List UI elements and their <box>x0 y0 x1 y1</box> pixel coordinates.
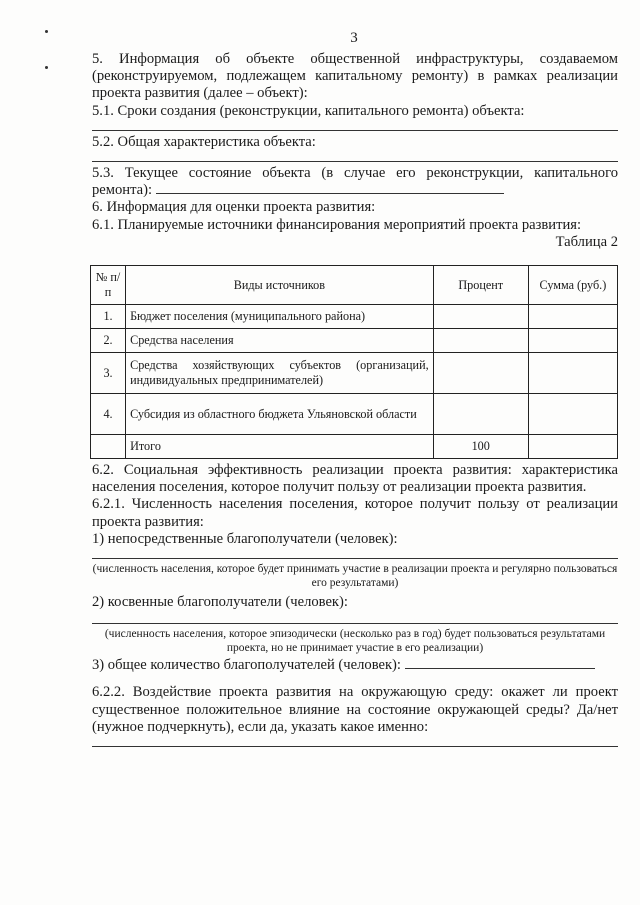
table-row <box>91 353 618 394</box>
row-num: 4. <box>91 394 126 435</box>
row-num: 3. <box>91 353 126 394</box>
scan-mark <box>45 30 48 33</box>
col-header-source: Виды источников <box>126 266 434 305</box>
row-sum-cell[interactable] <box>528 353 617 394</box>
row-num: 1. <box>91 305 126 329</box>
scan-mark <box>45 66 48 69</box>
row-source: Субсидия из областного бюджета Ульяновской области <box>126 394 434 435</box>
fill-line[interactable] <box>92 548 618 559</box>
table-row <box>91 305 618 329</box>
page-number: 3 <box>350 30 358 46</box>
item-2: 2) косвенные благополучатели (человек): <box>92 594 348 611</box>
row-num: 2. <box>91 329 126 353</box>
fill-line[interactable] <box>405 667 595 669</box>
row-sum-cell[interactable] <box>528 329 617 353</box>
section-6-2: 6.2. Социальная эффективность реализации проекта развития: характеристика населения поселения, которое получит пользу от реализации проекта развития. <box>92 462 618 496</box>
fill-line[interactable] <box>156 192 504 194</box>
row-source: Бюджет поселения (муниципального района) <box>126 305 434 329</box>
section-5-3-text: 5.3. Текущее состояние объекта (в случае его реконструкции, капитального ремонта): <box>92 165 618 199</box>
fill-line[interactable] <box>92 151 618 162</box>
item-1-caption: (численность населения, которое будет принимать участие в реализации проекта и регулярно пользоваться его результатами) <box>92 563 618 590</box>
fill-line[interactable] <box>92 611 618 624</box>
table-row <box>91 394 618 435</box>
row-sum-cell[interactable] <box>528 435 617 459</box>
fill-line[interactable] <box>92 120 618 131</box>
col-header-sum: Сумма (руб.) <box>528 266 617 305</box>
section-6-1: 6.1. Планируемые источники финансирования мероприятий проекта развития: <box>92 216 582 233</box>
funding-sources-table <box>90 265 618 459</box>
col-header-num: № п/п <box>91 266 126 305</box>
section-6-2-1: 6.2.1. Численность населения поселения, которое получит пользу от реализации проекта развития: <box>92 496 618 530</box>
row-source: Средства хозяйствующих субъектов (организаций, индивидуальных предпринимателей) <box>126 353 434 394</box>
row-percent-cell: 100 <box>433 435 528 459</box>
table-total-row <box>91 435 618 459</box>
row-source: Средства населения <box>126 329 434 353</box>
row-sum-cell[interactable] <box>528 305 617 329</box>
table-header-row <box>91 266 618 305</box>
fill-line[interactable] <box>92 736 618 747</box>
section-6-heading: 6. Информация для оценки проекта развития: <box>92 199 376 216</box>
table-label: Таблица 2 <box>555 233 618 250</box>
row-num <box>91 435 126 459</box>
item-3 <box>92 657 618 674</box>
row-sum-cell[interactable] <box>528 394 617 435</box>
item-1: 1) непосредственные благополучатели (человек): <box>92 530 398 547</box>
section-5-1: 5.1. Сроки создания (реконструкции, капитального ремонта) объекта: <box>92 102 525 119</box>
table-row <box>91 329 618 353</box>
row-percent-cell[interactable] <box>433 394 528 435</box>
section-5-3 <box>92 165 618 199</box>
row-percent-cell[interactable] <box>433 329 528 353</box>
section-6-2-2: 6.2.2. Воздействие проекта развития на окружающую среду: окажет ли проект существенное положительное влияние на состояние окружающей среды? Да/нет (нужное подчеркнуть), если да, указать какое именно: <box>92 684 618 735</box>
col-header-percent: Процент <box>433 266 528 305</box>
section-5-2: 5.2. Общая характеристика объекта: <box>92 133 316 150</box>
row-percent-cell[interactable] <box>433 353 528 394</box>
item-3-text: 3) общее количество благополучателей (человек): <box>92 657 401 674</box>
section-5-intro: 5. Информация об объекте общественной инфраструктуры, создаваемом (реконструируемом, подлежащем капитальному ремонту) в рамках реализации проекта развития (далее – объект): <box>92 51 618 102</box>
document-page <box>92 30 618 750</box>
row-source: Итого <box>126 435 434 459</box>
row-percent-cell[interactable] <box>433 305 528 329</box>
item-2-caption: (численность населения, которое эпизодически (несколько раз в год) будет пользоваться результатами проекта, но не принимает участие в его реализации) <box>104 628 606 655</box>
